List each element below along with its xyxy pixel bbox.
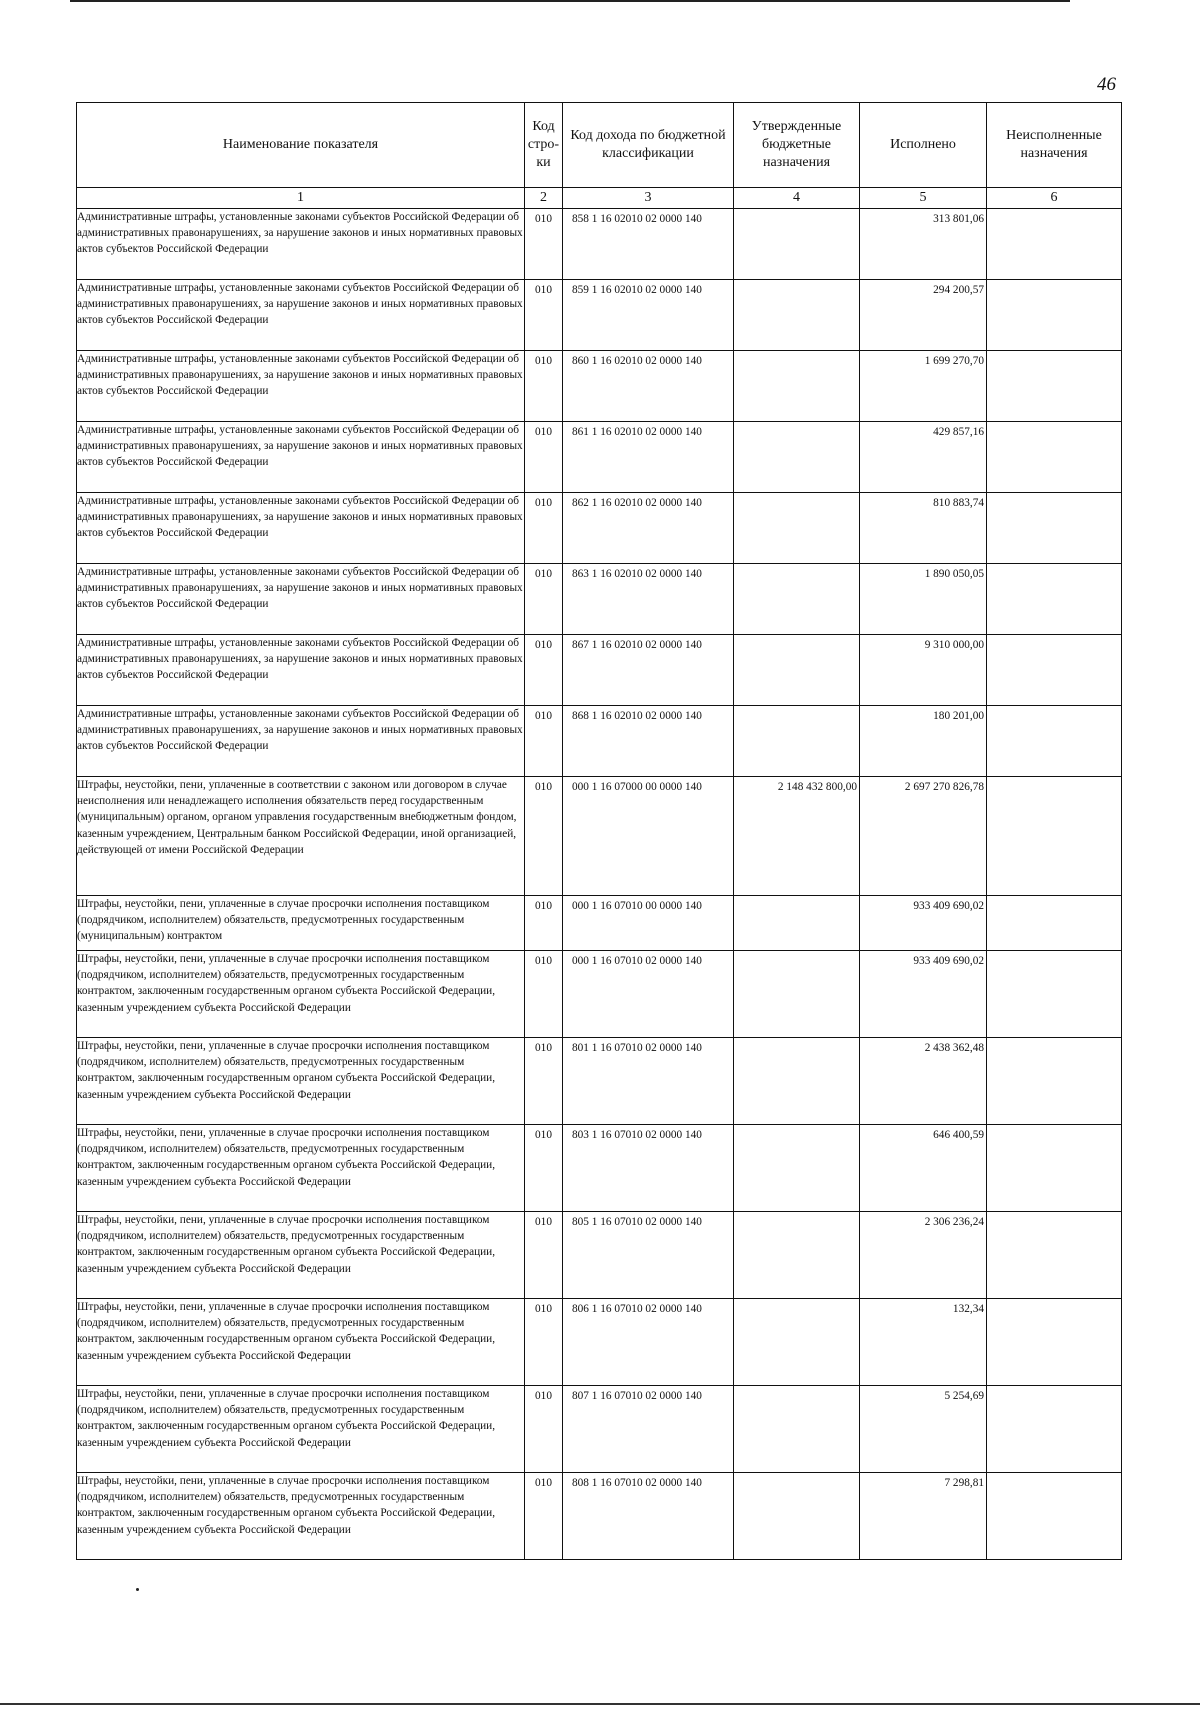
indicator-name: Штрафы, неустойки, пени, уплаченные в случае просрочки исполнения поставщиком (подрядчиком, исполнителем) обязательств, предусмотренных государственным контрактом, заключенным государственным органом субъекта Российской Федерации, казенным учреждением субъекта Российской Федерации	[77, 951, 525, 1038]
row-code: 010	[525, 777, 563, 896]
row-code: 010	[525, 1386, 563, 1473]
table-row	[77, 564, 1122, 635]
column-number: 6	[987, 188, 1122, 209]
header-executed: Исполнено	[860, 103, 987, 188]
approved-amount	[734, 706, 860, 777]
indicator-name: Штрафы, неустойки, пени, уплаченные в случае просрочки исполнения поставщиком (подрядчиком, исполнителем) обязательств, предусмотренных государственным контрактом, заключенным государственным органом субъекта Российской Федерации, казенным учреждением субъекта Российской Федерации	[77, 1125, 525, 1212]
indicator-name: Штрафы, неустойки, пени, уплаченные в случае просрочки исполнения поставщиком (подрядчиком, исполнителем) обязательств, предусмотренных государственным контрактом, заключенным государственным органом субъекта Российской Федерации, казенным учреждением субъекта Российской Федерации	[77, 1212, 525, 1299]
executed-amount: 2 697 270 826,78	[860, 777, 987, 896]
approved-amount	[734, 951, 860, 1038]
income-code: 859 1 16 02010 02 0000 140	[563, 280, 734, 351]
column-number: 5	[860, 188, 987, 209]
unexecuted-amount	[987, 564, 1122, 635]
approved-amount	[734, 564, 860, 635]
unexecuted-amount	[987, 1299, 1122, 1386]
approved-amount	[734, 493, 860, 564]
row-code: 010	[525, 564, 563, 635]
indicator-name: Штрафы, неустойки, пени, уплаченные в случае просрочки исполнения поставщиком (подрядчиком, исполнителем) обязательств, предусмотренных государственным контрактом, заключенным государственным органом субъекта Российской Федерации, казенным учреждением субъекта Российской Федерации	[77, 1386, 525, 1473]
approved-amount	[734, 1212, 860, 1299]
indicator-name: Штрафы, неустойки, пени, уплаченные в случае просрочки исполнения поставщиком (подрядчиком, исполнителем) обязательств, предусмотренных государственным контрактом, заключенным государственным органом субъекта Российской Федерации, казенным учреждением субъекта Российской Федерации	[77, 1473, 525, 1560]
executed-amount: 429 857,16	[860, 422, 987, 493]
income-code: 805 1 16 07010 02 0000 140	[563, 1212, 734, 1299]
approved-amount	[734, 280, 860, 351]
indicator-name: Административные штрафы, установленные законами субъектов Российской Федерации об административных правонарушениях, за нарушение законов и иных нормативных правовых актов субъектов Российской Федерации	[77, 209, 525, 280]
row-code: 010	[525, 209, 563, 280]
unexecuted-amount	[987, 1386, 1122, 1473]
income-code: 858 1 16 02010 02 0000 140	[563, 209, 734, 280]
table-row	[77, 209, 1122, 280]
executed-amount: 7 298,81	[860, 1473, 987, 1560]
column-number: 3	[563, 188, 734, 209]
executed-amount: 933 409 690,02	[860, 896, 987, 951]
table-row	[77, 896, 1122, 951]
income-code: 808 1 16 07010 02 0000 140	[563, 1473, 734, 1560]
approved-amount	[734, 351, 860, 422]
unexecuted-amount	[987, 951, 1122, 1038]
approved-amount	[734, 209, 860, 280]
table-row	[77, 951, 1122, 1038]
unexecuted-amount	[987, 1125, 1122, 1212]
approved-amount	[734, 1386, 860, 1473]
row-code: 010	[525, 280, 563, 351]
scan-edge-bottom	[0, 1703, 1200, 1705]
header-row-code: Код стро-ки	[525, 103, 563, 188]
income-code: 862 1 16 02010 02 0000 140	[563, 493, 734, 564]
indicator-name: Штрафы, неустойки, пени, уплаченные в случае просрочки исполнения поставщиком (подрядчиком, исполнителем) обязательств, предусмотренных государственным (муниципальным) контрактом	[77, 896, 525, 951]
row-code: 010	[525, 1038, 563, 1125]
table-row	[77, 280, 1122, 351]
header-income-code: Код дохода по бюджетной классификации	[563, 103, 734, 188]
income-code: 863 1 16 02010 02 0000 140	[563, 564, 734, 635]
column-number: 2	[525, 188, 563, 209]
unexecuted-amount	[987, 1038, 1122, 1125]
unexecuted-amount	[987, 209, 1122, 280]
executed-amount: 2 438 362,48	[860, 1038, 987, 1125]
row-code: 010	[525, 951, 563, 1038]
row-code: 010	[525, 706, 563, 777]
table-body	[77, 209, 1122, 1560]
indicator-name: Штрафы, неустойки, пени, уплаченные в соответствии с законом или договором в случае неисполнения или ненадлежащего исполнения обязательств перед государственным (муниципальным) органом, органом управления государственным внебюджетным фондом, казенным учреждением, Центральным банком Российской Федерации, иной организацией, действующей от имени Российской Федерации	[77, 777, 525, 896]
indicator-name: Административные штрафы, установленные законами субъектов Российской Федерации об административных правонарушениях, за нарушение законов и иных нормативных правовых актов субъектов Российской Федерации	[77, 564, 525, 635]
table-row	[77, 1473, 1122, 1560]
indicator-name: Административные штрафы, установленные законами субъектов Российской Федерации об административных правонарушениях, за нарушение законов и иных нормативных правовых актов субъектов Российской Федерации	[77, 706, 525, 777]
column-number: 1	[77, 188, 525, 209]
approved-amount	[734, 1038, 860, 1125]
table-row	[77, 635, 1122, 706]
unexecuted-amount	[987, 777, 1122, 896]
page-number: 46	[1097, 74, 1116, 95]
table-row	[77, 777, 1122, 896]
executed-amount: 313 801,06	[860, 209, 987, 280]
approved-amount: 2 148 432 800,00	[734, 777, 860, 896]
unexecuted-amount	[987, 351, 1122, 422]
income-code: 801 1 16 07010 02 0000 140	[563, 1038, 734, 1125]
row-code: 010	[525, 635, 563, 706]
header-unexecuted: Неисполненные назначения	[987, 103, 1122, 188]
approved-amount	[734, 635, 860, 706]
table-row	[77, 706, 1122, 777]
executed-amount: 810 883,74	[860, 493, 987, 564]
header-approved: Утвержденные бюджетные назначения	[734, 103, 860, 188]
indicator-name: Штрафы, неустойки, пени, уплаченные в случае просрочки исполнения поставщиком (подрядчиком, исполнителем) обязательств, предусмотренных государственным контрактом, заключенным государственным органом субъекта Российской Федерации, казенным учреждением субъекта Российской Федерации	[77, 1299, 525, 1386]
executed-amount: 132,34	[860, 1299, 987, 1386]
executed-amount: 180 201,00	[860, 706, 987, 777]
row-code: 010	[525, 896, 563, 951]
table-row	[77, 1212, 1122, 1299]
budget-income-table	[76, 102, 1122, 1560]
row-code: 010	[525, 422, 563, 493]
executed-amount: 646 400,59	[860, 1125, 987, 1212]
unexecuted-amount	[987, 896, 1122, 951]
column-number: 4	[734, 188, 860, 209]
scan-speck	[136, 1588, 139, 1591]
table-row	[77, 351, 1122, 422]
table-row	[77, 1038, 1122, 1125]
income-code: 000 1 16 07000 00 0000 140	[563, 777, 734, 896]
unexecuted-amount	[987, 280, 1122, 351]
indicator-name: Административные штрафы, установленные законами субъектов Российской Федерации об административных правонарушениях, за нарушение законов и иных нормативных правовых актов субъектов Российской Федерации	[77, 351, 525, 422]
row-code: 010	[525, 1473, 563, 1560]
unexecuted-amount	[987, 1473, 1122, 1560]
table-row	[77, 1299, 1122, 1386]
row-code: 010	[525, 1299, 563, 1386]
unexecuted-amount	[987, 493, 1122, 564]
executed-amount: 933 409 690,02	[860, 951, 987, 1038]
income-code: 860 1 16 02010 02 0000 140	[563, 351, 734, 422]
table-row	[77, 422, 1122, 493]
executed-amount: 294 200,57	[860, 280, 987, 351]
income-code: 000 1 16 07010 00 0000 140	[563, 896, 734, 951]
indicator-name: Административные штрафы, установленные законами субъектов Российской Федерации об административных правонарушениях, за нарушение законов и иных нормативных правовых актов субъектов Российской Федерации	[77, 422, 525, 493]
income-code: 868 1 16 02010 02 0000 140	[563, 706, 734, 777]
indicator-name: Административные штрафы, установленные законами субъектов Российской Федерации об административных правонарушениях, за нарушение законов и иных нормативных правовых актов субъектов Российской Федерации	[77, 493, 525, 564]
income-code: 806 1 16 07010 02 0000 140	[563, 1299, 734, 1386]
column-number-row	[77, 188, 1122, 209]
unexecuted-amount	[987, 635, 1122, 706]
scan-edge-top	[70, 0, 1070, 2]
approved-amount	[734, 1299, 860, 1386]
table-row	[77, 493, 1122, 564]
income-code: 807 1 16 07010 02 0000 140	[563, 1386, 734, 1473]
indicator-name: Административные штрафы, установленные законами субъектов Российской Федерации об административных правонарушениях, за нарушение законов и иных нормативных правовых актов субъектов Российской Федерации	[77, 280, 525, 351]
indicator-name: Штрафы, неустойки, пени, уплаченные в случае просрочки исполнения поставщиком (подрядчиком, исполнителем) обязательств, предусмотренных государственным контрактом, заключенным государственным органом субъекта Российской Федерации, казенным учреждением субъекта Российской Федерации	[77, 1038, 525, 1125]
executed-amount: 2 306 236,24	[860, 1212, 987, 1299]
unexecuted-amount	[987, 1212, 1122, 1299]
unexecuted-amount	[987, 422, 1122, 493]
row-code: 010	[525, 1125, 563, 1212]
income-code: 861 1 16 02010 02 0000 140	[563, 422, 734, 493]
executed-amount: 5 254,69	[860, 1386, 987, 1473]
income-code: 867 1 16 02010 02 0000 140	[563, 635, 734, 706]
executed-amount: 1 699 270,70	[860, 351, 987, 422]
approved-amount	[734, 1473, 860, 1560]
unexecuted-amount	[987, 706, 1122, 777]
header-indicator-name: Наименование показателя	[77, 103, 525, 188]
table-row	[77, 1386, 1122, 1473]
indicator-name: Административные штрафы, установленные законами субъектов Российской Федерации об административных правонарушениях, за нарушение законов и иных нормативных правовых актов субъектов Российской Федерации	[77, 635, 525, 706]
income-code: 000 1 16 07010 02 0000 140	[563, 951, 734, 1038]
approved-amount	[734, 1125, 860, 1212]
row-code: 010	[525, 1212, 563, 1299]
income-code: 803 1 16 07010 02 0000 140	[563, 1125, 734, 1212]
executed-amount: 9 310 000,00	[860, 635, 987, 706]
row-code: 010	[525, 493, 563, 564]
table-row	[77, 1125, 1122, 1212]
approved-amount	[734, 896, 860, 951]
table-header-row	[77, 103, 1122, 188]
executed-amount: 1 890 050,05	[860, 564, 987, 635]
approved-amount	[734, 422, 860, 493]
row-code: 010	[525, 351, 563, 422]
